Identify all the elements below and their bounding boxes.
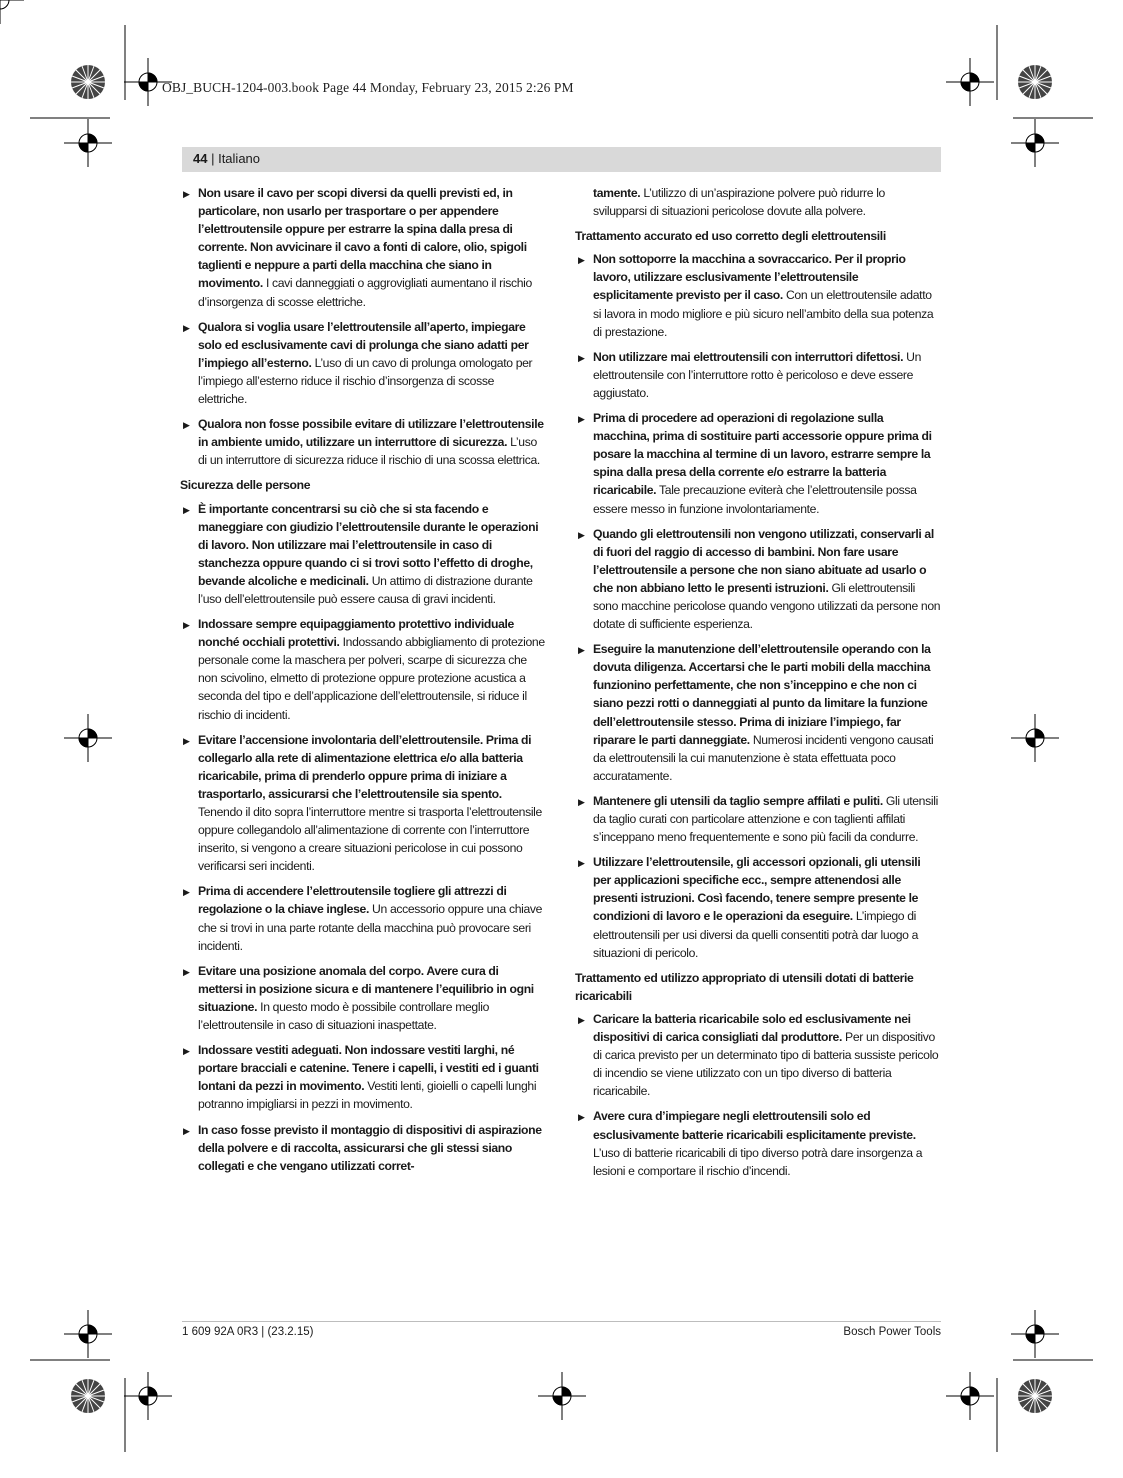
tools-safety-list [575,250,941,961]
item-bold-text: Evitare una posizione anomala del corpo. Avere cura di mettersi in posizione sicura e di mantenere l’equilibrio in ogni situazione. [198,963,534,1014]
item-bold-text: Non usare il cavo per scopi diversi da quelli previsti ed, in particolare, non usarlo per trasportare o per appendere l’elettroutensile oppure per estrarre la spina dalla presa di corrente. Non avvicinare il cavo a fonti di calore, olio, spigoli taglienti e neppure a parti della macchina che siano in movimento. [198,186,527,291]
bullet-icon: ▶ [578,529,585,540]
item-bold-text: Indossare sempre equipaggiamento protettivo individuale nonché occhiali protettivi. [198,617,514,650]
footer-doc-number: 1 609 92A 0R3 | (23.2.15) [182,1326,314,1338]
bullet-icon: ▶ [578,352,585,363]
list-item [180,731,545,876]
lead-normal: L’utilizzo di un’aspirazione polvere può ridurre lo svilupparsi di situazioni pericolose dovute alla polvere. [593,186,885,219]
section-heading-tools: Trattamento accurato ed uso corretto degli elettroutensili [575,229,886,244]
bullet-icon: ▶ [183,735,190,746]
item-bold-text: Evitare l’accensione involontaria dell’elettroutensile. Prima di collegarlo alla rete di alimentazione elettrica e/o alla batteria ricaricabile, prima di prenderlo oppure prima di iniziare a trasportarlo, assicurarsi che l’elettroutensile sia spento. [198,732,532,801]
list-item [575,640,941,785]
bullet-icon: ▶ [183,189,190,199]
item-normal-text: Gli utensili da taglio curati con particolare attenzione e con taglienti affilati s’inceppano meno frequentemente e sono più facili da condurre. [593,793,938,845]
item-normal-text: Numerosi incidenti vengono causati da elettroutensili la cui manutenzione è stata effettuata poco accuratamente. [593,732,934,783]
list-item [180,615,545,724]
item-normal-text: L’impiego di elettroutensili per usi diversi da quelli consentiti potrà dar luogo a situazioni di pericolo. [593,909,919,960]
list-item [575,792,941,846]
list-item [575,1107,941,1179]
item-bold-text: Quando gli elettroutensili non vengono utilizzati, conservarli al di fuori del raggio di accesso di bambini. Non fare usare l’elettroutensile a persone che non siano abituate ad usarlo o che non abbiano letto le presenti istruzioni. [593,526,934,595]
bullet-icon: ▶ [183,887,190,898]
bullet-icon: ▶ [578,255,585,266]
item-normal-text: L’uso di batterie ricaricabili di tipo diverso potrà dare insorgenza a lesioni e comportare il rischio d’incendi. [593,1145,923,1178]
lead-bold: tamente. [593,186,641,200]
item-normal-text: Con un elettroutensile adatto si lavora in modo migliore e più sicuro nell’ambito della sua potenza di prestazione. [593,288,934,339]
right-column [575,184,941,1187]
item-bold-text: Indossare vestiti adeguati. Non indossare vestiti larghi, né portare bracciali e catenine. Tenere i capelli, i vestiti ed i guanti lontani da pezzi in movimento. [198,1043,539,1094]
list-item [180,1121,545,1175]
item-bold-text: Qualora si voglia usare l’elettroutensile all’aperto, impiegare solo ed esclusivamente cavi di prolunga che siano adatti per l’impiego all’esterno. [198,319,529,370]
list-item [575,348,941,402]
list-item [180,318,545,408]
item-bold-text: Caricare la batteria ricaricabile solo ed esclusivamente nei dispositivi di carica consigliati dal produttore. [593,1011,911,1045]
item-normal-text: Tenendo il dito sopra l’interruttore mentre si trasporta l’elettroutensile oppure collegandolo all’alimentazione di corrente con l’interruttore inserito, si vengono a creare situazioni pericolose in cui possono verificarsi seri incidenti. [198,805,542,874]
bullet-icon: ▶ [578,1014,585,1025]
item-bold-text: Non utilizzare mai elettroutensili con interruttori difettosi. [593,349,904,364]
item-bold-text: Qualora non fosse possibile evitare di utilizzare l’elettroutensile in ambiente umido, utilizzare un interruttore di sicurezza. [198,417,544,450]
section-heading-battery: Trattamento ed utilizzo appropriato di utensili dotati di batterie ricaricabili [575,970,914,1003]
item-normal-text: Indossando abbigliamento di protezione personale come la maschera per polveri, scarpe di sicurezza che non scivolino, elmetto di protezione oppure protezione acustica a seconda del tipo e dell’applicazione dell’elettroutensile, si riduce il rischio di incidenti. [198,635,545,722]
left-column [180,184,545,1182]
print-slug: OBJ_BUCH-1204-003.book Page 44 Monday, February 23, 2015 2:26 PM [162,80,574,95]
list-item [180,962,545,1034]
bullet-icon: ▶ [578,414,585,425]
item-normal-text: Un attimo di distrazione durante l’uso dell’elettroutensile può essere causa di gravi incidenti. [198,573,533,606]
bullet-icon: ▶ [578,645,585,656]
bullet-icon: ▶ [183,1046,190,1057]
page-header [193,151,260,166]
persons-safety-list [180,500,545,1175]
item-normal-text: I cavi danneggiati o aggrovigliati aumentano il rischio d’insorgenza di scosse elettriche. [198,276,532,309]
item-normal-text: Per un dispositivo di carica previsto per un determinato tipo di batteria sussiste pericolo di incendio se viene utilizzato con un tipo diverso di batteria ricaricabile. [593,1030,939,1099]
item-normal-text: In questo modo è possibile controllare meglio l’elettroutensile in caso di situazioni inaspettate. [198,999,489,1033]
list-item [180,882,545,954]
bullet-icon: ▶ [183,1125,190,1136]
item-bold-text: Utilizzare l’elettroutensile, gli accessori opzionali, gli utensili per applicazioni specifiche ecc., sempre attenendosi alle presenti istruzioni. Così facendo, tenere sempre presente le condizioni di lavoro e le operazioni da eseguire. [593,855,921,924]
item-bold-text: Eseguire la manutenzione dell’elettroutensile operando con la dovuta diligenza. Accertarsi che le parti mobili della macchina funzionino perfettamente, che non s’inceppino e che non ci siano pezzi rotti o danneggiati al punto da limitare la funzione dell’elettroutensile stesso. Prima di iniziare l’impiego, far riparare le parti danneggiate. [593,642,931,747]
bullet-icon: ▶ [183,420,190,431]
item-bold-text: Prima di accendere l’elettroutensile togliere gli attrezzi di regolazione o la chiave inglese. [198,884,507,917]
item-bold-text: Non sottoporre la macchina a sovraccarico. Per il proprio lavoro, utilizzare esclusivamente l’elettroutensile esplicitamente previsto per il caso. [593,252,906,303]
item-normal-text: Tale precauzione eviterà che l’elettroutensile possa essere messo in funzione involontariamente. [593,483,917,516]
item-normal-text: L’uso di un cavo di prolunga omologato per l’impiego all’esterno riduce il rischio d’insorgenza di scosse elettriche. [198,355,533,407]
item-normal-text: Un accessorio oppure una chiave che si trovi in una parte rotante della macchina può provocare seri incidenti. [198,902,543,953]
list-item [575,525,941,634]
list-item [180,415,545,469]
item-normal-text: Un elettroutensile con l’interruttore rotto è pericoloso e deve essere aggiustato. [593,349,922,400]
electrical-safety-list [180,184,545,469]
page-language: | Italiano [211,151,261,166]
item-normal-text: Gli elettroutensili sono macchine pericolose quando vengono utilizzati da persone non dotate di sufficiente esperienza. [593,580,941,632]
list-item [180,184,545,311]
bullet-icon: ▶ [183,322,190,333]
bullet-icon: ▶ [578,858,585,869]
item-bold-text: Mantenere gli utensili da taglio sempre affilati e puliti. [593,793,883,808]
continued-paragraph [575,184,941,220]
bullet-icon: ▶ [578,796,585,807]
list-item [575,1010,941,1100]
footer-divider [182,1321,941,1322]
item-bold-text: È importante concentrarsi su ciò che si sta facendo e maneggiare con giudizio l’elettroutensile durante le operazioni di lavoro. Non utilizzare mai l’elettroutensile in caso di stanchezza oppure quando ci si trovi sotto l’effetto di droghe, bevande alcoliche e medicinali. [198,501,539,588]
item-bold-text: In caso fosse previsto il montaggio di dispositivi di aspirazione della polvere e di raccolta, assicurarsi che gli stessi siano collegati e che vengano utilizzati corret- [198,1122,542,1173]
section-heading-persons: Sicurezza delle persone [180,478,311,493]
bullet-icon: ▶ [183,966,190,977]
page-number: 44 [193,151,208,166]
list-item [180,500,545,609]
footer-brand: Bosch Power Tools [843,1326,941,1338]
item-normal-text: L’uso di un interruttore di sicurezza riduce il rischio di una scossa elettrica. [198,435,540,468]
battery-safety-list [575,1010,941,1180]
list-item [180,1041,545,1113]
bullet-icon: ▶ [183,620,190,631]
bullet-icon: ▶ [578,1112,585,1123]
item-bold-text: Avere cura d’impiegare negli elettroutensili solo ed esclusivamente batterie ricaricabili esplicitamente previste. [593,1109,916,1142]
item-normal-text: Vestiti lenti, gioielli o capelli lunghi potranno impigliarsi in pezzi in movimento. [198,1079,537,1112]
item-bold-text: Prima di procedere ad operazioni di regolazione sulla macchina, prima di sostituire parti accessorie oppure prima di posare la macchina al termine di un lavoro, estrarre sempre la spina dalla presa della corrente e/o estrarre la batteria ricaricabile. [593,411,932,498]
list-item [575,250,941,340]
bullet-icon: ▶ [183,504,190,515]
list-item [575,409,941,518]
page-header-band [182,147,941,172]
list-item [575,853,941,962]
